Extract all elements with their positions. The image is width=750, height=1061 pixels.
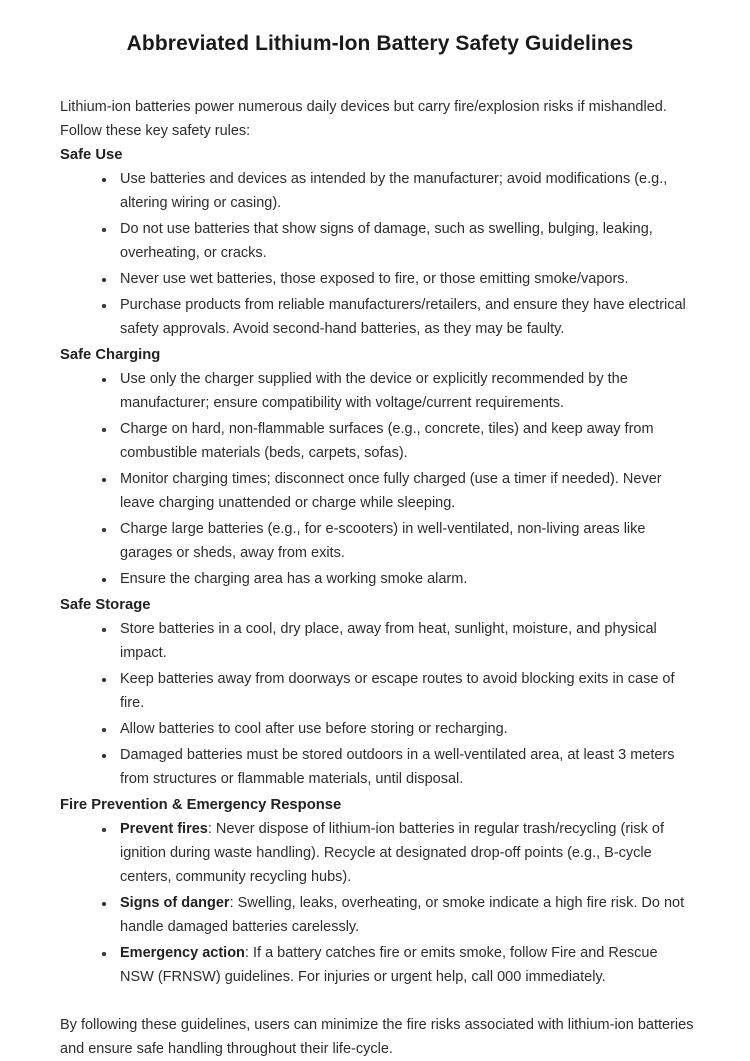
bullet-item: • Charge large batteries (e.g., for e-scooters) in well-ventilated, non-living areas like garages or sheds, away from exits. [116,517,700,565]
bullet-list [60,367,700,591]
bullet-item: • Do not use batteries that show signs of damage, such as swelling, bulging, leaking, overheating, or cracks. [116,217,700,265]
bullet-item: • Keep batteries away from doorways or escape routes to avoid blocking exits in case of fire. [116,667,700,715]
bullet-item: • Prevent fires: Never dispose of lithium-ion batteries in regular trash/recycling (risk of ignition during waste handling). Recycle at designated drop-off points (e.g., B-cycle centers, community recycling hubs). [116,817,700,889]
bullet-item: • Use only the charger supplied with the device or explicitly recommended by the manufacturer; ensure compatibility with voltage/current requirements. [116,367,700,415]
bullet-item: • Purchase products from reliable manufacturers/retailers, and ensure they have electrical safety approvals. Avoid second-hand batteries, as they may be faulty. [116,293,700,341]
bullet-item: • Use batteries and devices as intended by the manufacturer; avoid modifications (e.g., altering wiring or casing). [116,167,700,215]
sections [60,143,700,989]
section-heading: Fire Prevention & Emergency Response [60,797,342,813]
section [60,343,700,591]
bullet-item: • Never use wet batteries, those exposed to fire, or those emitting smoke/vapors. [116,267,700,291]
document-title: Abbreviated Lithium-Ion Battery Safety Guidelines [126,32,634,55]
section [60,593,700,791]
bullet-item: • Allow batteries to cool after use before storing or recharging. [116,717,700,741]
bullet-item: • Charge on hard, non-flammable surfaces (e.g., concrete, tiles) and keep away from combustible materials (beds, carpets, sofas). [116,417,700,465]
bullet-item: • Damaged batteries must be stored outdoors in a well-ventilated area, at least 3 meters from structures or flammable materials, until disposal. [116,743,700,791]
bullet-item: • Ensure the charging area has a working smoke alarm. [116,567,700,591]
section-heading: Safe Storage [60,597,151,613]
section [60,793,700,989]
section-heading: Safe Charging [60,347,161,363]
bullet-item: • Store batteries in a cool, dry place, away from heat, sunlight, moisture, and physical impact. [116,617,700,665]
bullet-lead: Signs of danger [120,895,230,911]
closing-paragraph: By following these guidelines, users can minimize the fire risks associated with lithium-ion batteries and ensure safe handling throughout their life-cycle. [60,1017,694,1057]
bullet-item: • Signs of danger: Swelling, leaks, overheating, or smoke indicate a high fire risk. Do not handle damaged batteries carelessly. [116,891,700,939]
bullet-item: • Monitor charging times; disconnect once fully charged (use a timer if needed). Never leave charging unattended or charge while sleeping. [116,467,700,515]
bullet-lead: Emergency action [120,945,245,961]
bullet-list [60,617,700,791]
bullet-list [60,167,700,341]
section-heading: Safe Use [60,147,123,163]
bullet-item: • Emergency action: If a battery catches fire or emits smoke, follow Fire and Rescue NSW (FRNSW) guidelines. For injuries or urgent help, call 000 immediately. [116,941,700,989]
intro-paragraph: Lithium-ion batteries power numerous daily devices but carry fire/explosion risks if mishandled. Follow these key safety rules: [60,99,667,139]
section [60,143,700,341]
bullet-lead: Prevent fires [120,821,208,837]
bullet-list [60,817,700,989]
